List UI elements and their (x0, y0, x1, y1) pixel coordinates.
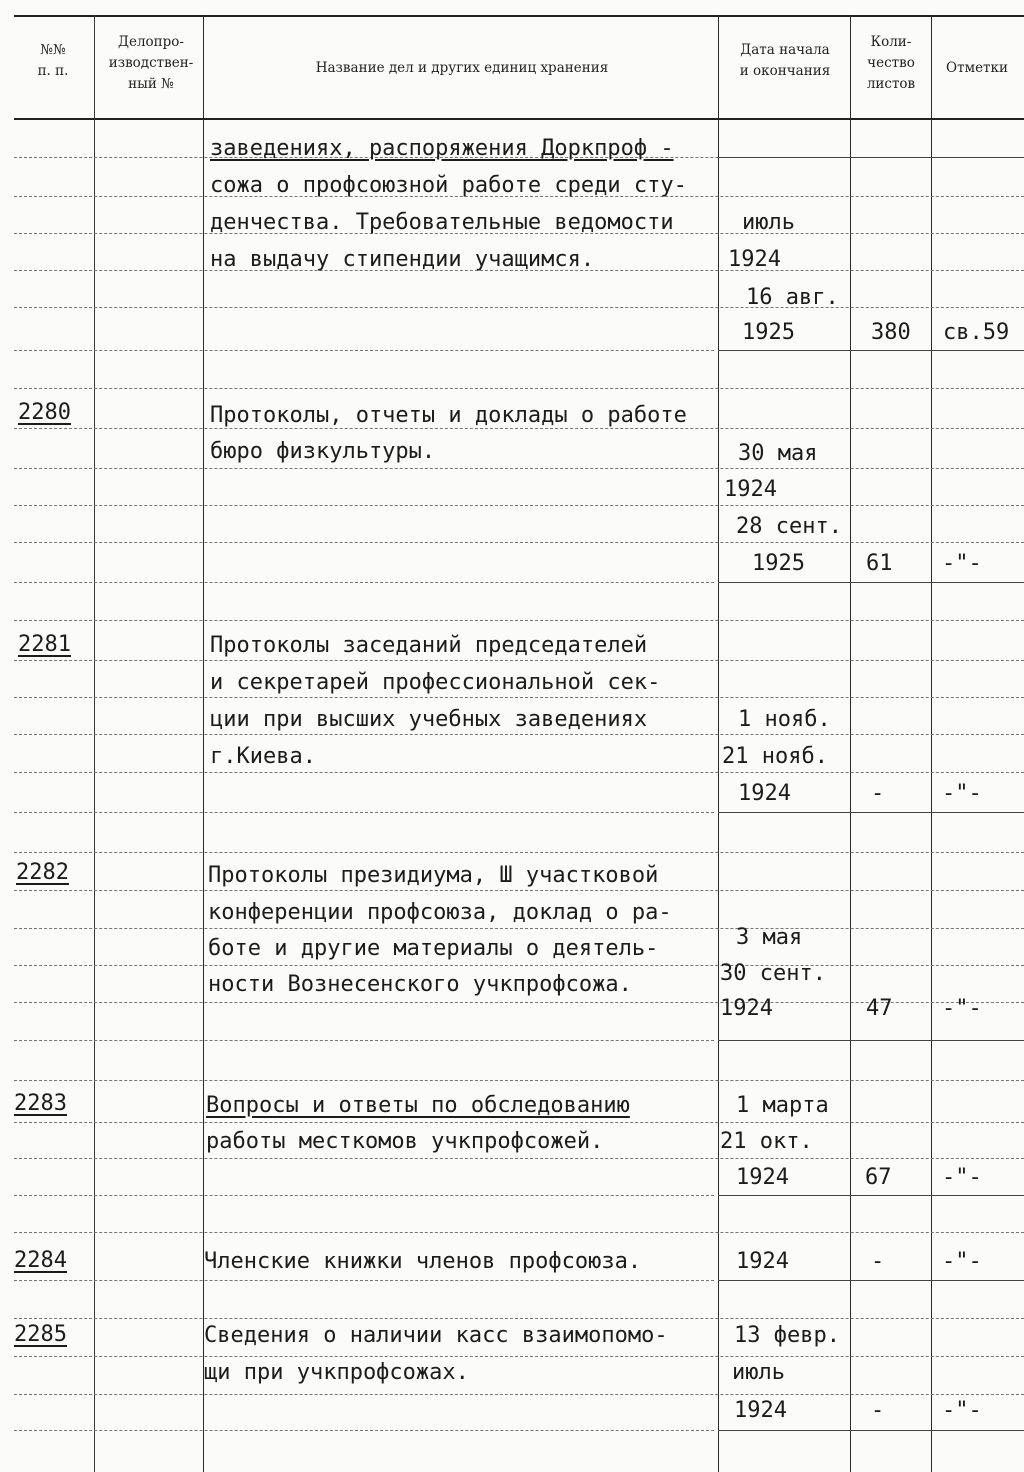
entry-notes: св.59 (943, 320, 1010, 345)
entry-date: 1 нояб. (738, 707, 831, 732)
entry-title-line: Протоколы заседаний председателей (210, 633, 648, 658)
entry-notes: -"- (942, 1165, 982, 1190)
entry-title-line: конференции профсоюза, доклад о ра- (208, 900, 672, 925)
entry-title-line: Протоколы, отчеты и доклады о работе (210, 403, 687, 428)
entry-title-line: боте и другие материалы о деятель- (208, 936, 659, 961)
entry-number: 2282 (16, 860, 69, 885)
header-col-sheets: Коли- чество листов (866, 34, 916, 92)
entry-sheets: - (871, 781, 885, 806)
entry-date: 1924 (736, 1249, 789, 1274)
entry-title-line: Вопросы и ответы по обследованию (206, 1093, 630, 1118)
entry-date: 1924 (724, 477, 777, 502)
entry-sheets: 380 (871, 320, 911, 345)
entry-date: 30 сент. (720, 961, 826, 986)
header-col-office-number: Делопро- изводствен- ный № (108, 34, 194, 92)
entry-sheets: - (871, 1249, 885, 1274)
entry-date: 1924 (738, 781, 791, 806)
entry-notes: -"- (942, 781, 982, 806)
entry-date: 21 окт. (720, 1129, 813, 1154)
entry-date: 21 нояб. (722, 744, 828, 769)
entry-date: 28 сент. (736, 514, 842, 539)
entry-number: 2283 (14, 1091, 67, 1116)
entry-number: 2285 (14, 1322, 67, 1347)
entry-number: 2280 (18, 400, 71, 425)
entry-sheets: 47 (866, 996, 893, 1021)
header-col-title: Название дел и других единиц хранения (315, 60, 609, 76)
entry-title-line: ности Вознесенского учкпрофсожа. (208, 972, 632, 997)
entry-title-line: денчества. Требовательные ведомости (210, 210, 674, 235)
entry-date: июль (742, 210, 795, 235)
entry-date: 1925 (742, 320, 795, 345)
entry-title-line: щи при учкпрофсожах. (204, 1360, 469, 1385)
entry-number: 2284 (14, 1248, 67, 1273)
entry-sheets: 61 (866, 551, 893, 576)
entry-notes: -"- (942, 1398, 982, 1423)
entry-title-line: ции при высших учебных заведениях (210, 707, 648, 732)
entry-title-line: Сведения о наличии касс взаимопомо- (204, 1323, 668, 1348)
entry-title-line: работы месткомов учкпрофсожей. (206, 1129, 604, 1154)
entry-title-line: сожа о профсоюзной работе среди сту- (210, 173, 687, 198)
entry-date: июль (732, 1360, 785, 1385)
entry-date: 1924 (736, 1165, 789, 1190)
entry-title-line: на выдачу стипендии учащимся. (210, 247, 595, 272)
entry-title-line: и секретарей профессиональной сек- (210, 670, 661, 695)
entry-date: 1925 (752, 551, 805, 576)
entry-sheets: 67 (865, 1165, 892, 1190)
entry-title-line: заведениях, распоряжения Доркпроф - (210, 136, 674, 161)
table-top-border (14, 15, 1024, 17)
header-col-dates: Дата начала и окончания (739, 42, 831, 79)
entry-notes: -"- (942, 1249, 982, 1274)
header-bottom-border (14, 118, 1024, 120)
entry-number: 2281 (18, 632, 71, 657)
entry-date: 1924 (728, 247, 781, 272)
entry-date: 30 мая (738, 441, 818, 466)
entry-date: 13 февр. (734, 1323, 840, 1348)
entry-date: 1924 (720, 996, 773, 1021)
entry-notes: -"- (942, 996, 982, 1021)
entry-title-line: Протоколы президиума, Ш участковой (208, 863, 659, 888)
entry-date: 16 авг. (746, 285, 839, 310)
entry-title-line: Членские книжки членов профсоюза. (204, 1249, 642, 1274)
entry-title-line: бюро физкультуры. (210, 439, 436, 464)
entry-title-line: г.Киева. (210, 744, 316, 769)
entry-date: 3 мая (736, 925, 803, 950)
header-col-notes: Отметки (946, 60, 1008, 76)
entry-notes: -"- (942, 551, 982, 576)
entry-date: 1924 (734, 1398, 787, 1423)
entry-date: 1 марта (736, 1093, 829, 1118)
entry-sheets: - (871, 1398, 885, 1423)
header-col-number: №№ п. п. (37, 42, 69, 79)
